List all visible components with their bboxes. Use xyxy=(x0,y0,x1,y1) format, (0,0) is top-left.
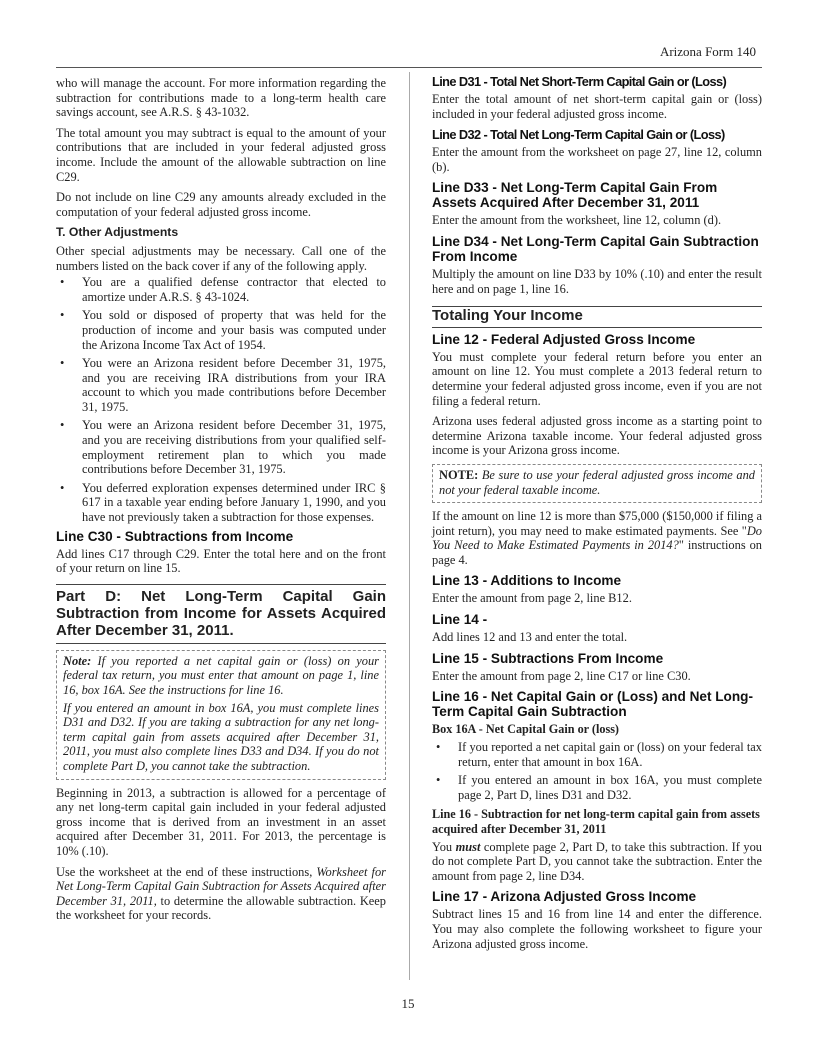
box-16a-list xyxy=(432,740,762,802)
left-column xyxy=(56,76,386,929)
note-label: NOTE: xyxy=(439,467,479,482)
line-d32-heading: Line D32 - Total Net Long-Term Capital Gain or (Loss) xyxy=(432,127,725,143)
line-12-heading: Line 12 - Federal Adjusted Gross Income xyxy=(432,331,696,347)
header-rule xyxy=(56,67,762,68)
paragraph: Add lines 12 and 13 and enter the total. xyxy=(432,630,628,645)
paragraph: Subtract lines 15 and 16 from line 14 and enter the difference. You may also complete the following worksheet to figure your Arizona adjusted gross income. xyxy=(432,907,762,951)
page-number: 15 xyxy=(401,996,415,1011)
paragraph: Do not include on line C29 any amounts already excluded in the computation of your federal adjusted gross income. xyxy=(56,190,386,219)
line-17-heading: Line 17 - Arizona Adjusted Gross Income xyxy=(432,889,697,905)
note-label: Note: xyxy=(63,653,92,668)
form-title: Arizona Form 140 xyxy=(659,44,756,59)
list-item: • If you reported a net capital gain or (loss) on your federal tax return, enter that amount in box 16A. xyxy=(436,740,762,769)
line-16-subheading: Line 16 - Subtraction for net long-term capital gain from assets acquired after December 31, 2011 xyxy=(432,806,760,836)
list-item: • You are a qualified defense contractor that elected to amortize under A.R.S. § 43-1024. xyxy=(60,275,386,304)
paragraph: Enter the total amount of net short-term capital gain or (loss) included in your federal adjusted gross income. xyxy=(432,92,762,121)
paragraph: If the amount on line 12 is more than $75,000 ($150,000 if filing a joint return), you may need to make estimated payments. See "Do You Need to Make Estimated Payments in 2014?" instructions on page 4. xyxy=(432,509,763,567)
list-item: • You sold or disposed of property that was held for the production of income and your basis was computed under the Arizona Income Tax Act of 1954. xyxy=(60,308,386,352)
list-item: • You were an Arizona resident before December 31, 1975, and you are receiving IRA distributions from your IRA account to which you made contributions before December 31, 1975. xyxy=(60,356,386,414)
list-item: • You deferred exploration expenses determined under IRC § 617 in a taxable year ending before January 1, 1990, and you have not previously taken a subtraction for those expenses. xyxy=(60,480,386,525)
line-14-heading: Line 14 - xyxy=(432,612,488,628)
box-16a-heading: Box 16A - Net Capital Gain or (loss) xyxy=(432,722,619,737)
line-15-heading: Line 15 - Subtractions From Income xyxy=(432,650,664,666)
line-d34-heading: Line D34 - Net Long-Term Capital Gain Subtraction From Income xyxy=(432,233,759,264)
right-column xyxy=(432,74,762,957)
paragraph: Enter the amount from page 2, line B12. xyxy=(432,591,632,606)
paragraph: You must complete your federal return before you enter an amount on line 12. You must complete a 2013 federal return to determine your federal adjusted gross income, even if you are not filing a federal return. xyxy=(432,349,762,408)
note-paragraph: If you entered an amount in box 16A, you must complete lines D31 and D32. If you are taking a subtraction for any net long-term capital gain from assets acquired after December 31, 2011, you must also complete lines D33 and D34. If you do not complete Part D, you cannot take the subtraction. xyxy=(63,700,379,773)
line-d33-heading: Line D33 - Net Long-Term Capital Gain From Assets Acquired After December 31, 2011 xyxy=(432,180,718,211)
part-d-heading: Part D: Net Long-Term Capital Gain Subtraction from Income for Assets Acquired After December 31, 2011. xyxy=(56,587,386,639)
section-heading-other-adjustments: T. Other Adjustments xyxy=(56,225,179,240)
line-c30-heading: Line C30 - Subtractions from Income xyxy=(56,528,294,544)
paragraph: Other special adjustments may be necessary. Call one of the numbers listed on the back cover if any of the following apply. xyxy=(56,243,386,273)
line-16-heading: Line 16 - Net Capital Gain or (Loss) and Net Long-Term Capital Gain Subtraction xyxy=(432,689,753,720)
paragraph: Beginning in 2013, a subtraction is allowed for a percentage of any net long-term capital gain included in your federal adjusted gross income that is derived from an investment in an asset acquired after December 31, 2011. For 2013, the percentage is 10% (.10). xyxy=(56,785,386,858)
paragraph: The total amount you may subtract is equal to the amount of your contributions that are included in your federal adjusted gross income. Include the amount of the allowable subtraction on line C29. xyxy=(56,125,386,184)
paragraph: Add lines C17 through C29. Enter the total here and on the front of your return on line 15. xyxy=(56,546,386,576)
paragraph: Use the worksheet at the end of these instructions, Worksheet for Net Long-Term Capital Gain Subtraction for Assets Acquired after December 31, 2011, to determine the allowable subtraction. Keep the worksheet for your records. xyxy=(56,864,386,923)
totaling-header xyxy=(432,306,762,328)
paragraph: Enter the amount from the worksheet, line 12, column (d). xyxy=(432,213,722,228)
line-12-note: NOTE: Be sure to use your federal adjusted gross income and not your federal taxable income. xyxy=(432,464,762,503)
adjustments-list xyxy=(56,275,386,525)
paragraph: Enter the amount from page 2, line C17 or line C30. xyxy=(432,668,691,683)
paragraph: Enter the amount from the worksheet on page 27, line 12, column (b). xyxy=(432,145,762,174)
paragraph: who will manage the account. For more information regarding the subtraction for contributions made to a long-term health care savings account, see A.R.S. § 43-1032. xyxy=(56,76,386,120)
part-d-note: Note: If you reported a net capital gain or (loss) on your federal tax return, you must enter that amount on page 1, line 16, box 16A. See the instructions for line 16. If you entered an amount in box 16A, you must complete lines D31 and D32. If you are taking a subtraction for any net long-term capital gain from assets acquired after December 31, 2011, you must also complete lines D33 and D34. If you do not complete Part D, you cannot take the subtraction. xyxy=(56,650,386,780)
totaling-heading: Totaling Your Income xyxy=(432,307,583,325)
paragraph: Arizona uses federal adjusted gross income as a starting point to determine Arizona taxable income. Your federal adjusted gross income is your Arizona gross income. xyxy=(432,414,762,458)
list-item: • You were an Arizona resident before December 31, 1975, and you are receiving distributions from your qualified self-employment retirement plan to which you made contributions before December 31, 1975. xyxy=(60,418,386,477)
column-divider xyxy=(409,72,410,980)
paragraph: You must complete page 2, Part D, to take this subtraction. If you do not complete Part D, you cannot take the subtraction. Enter the amount from page 2, line D34. xyxy=(432,839,763,883)
part-d-header xyxy=(56,584,386,644)
paragraph: Multiply the amount on line D33 by 10% (.10) and enter the result here and on page 1, line 16. xyxy=(432,266,762,296)
line-d31-heading: Line D31 - Total Net Short-Term Capital Gain or (Loss) xyxy=(432,74,727,89)
line-13-heading: Line 13 - Additions to Income xyxy=(432,573,622,589)
list-item: • If you entered an amount in box 16A, you must complete page 2, Part D, lines D31 and D32. xyxy=(436,773,762,803)
